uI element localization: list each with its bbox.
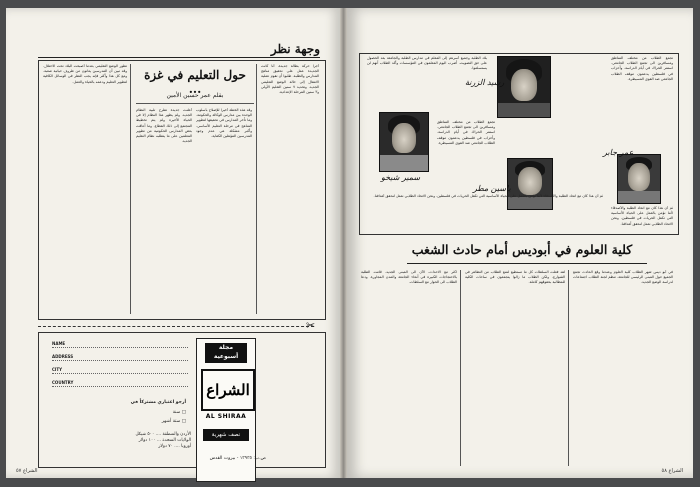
article-byline: بقلم عمر حسين الأمين bbox=[166, 92, 224, 99]
top-text-column-2: بلاد الطلبة وجميع أسرهم إلى المعلم في مدارس الطلبة والجامعة بعد الحصول على حق التصويت. أضرب اليوم المعلمون في المؤسسات وأكد الطلاب أنهم لن يستسلموا. bbox=[367, 56, 487, 71]
article-headline: حول التعليم في غزة ... bbox=[144, 68, 246, 96]
portrait-photo-2 bbox=[379, 112, 429, 172]
address-field[interactable] bbox=[52, 360, 188, 361]
article-column-1: أجرا حركة بطالة جديدة، أنا كانت الجديدة عمل على تحقيق مناهج المدارس والطلبة. طلبوا أن تقوم عملية الانتقال إلى حالة الوضع التعليمي الجديد. وتحديد ٧ سنين التعليم الأولي و٣ سنين المرحلة الإعدادية. bbox=[261, 64, 319, 95]
cut-line bbox=[38, 326, 314, 327]
price-line: الولايات المتحدة ... ١٠٠ دولار bbox=[138, 438, 191, 443]
logo-tag: نصف شهرية bbox=[203, 429, 249, 441]
caption-photo-1: رشيد الزرنة bbox=[465, 78, 505, 87]
article-column-4: تطور الوضع التعليمي بعدما أصبحت البلاد تحت الاحتلال. وقد تبين أن المدرسين يعانون من ظروف حياتية صعبة. ومع كل هذا وأكثر فإنه يجب النظر في الوسائل الكافية لتطوير التعليم ودعمه بالحياة والعمل. bbox=[43, 64, 127, 84]
top-text-column-1: تجمع الطلاب من مختلف المناطق ومسافرين الى تجمع الطلاب الجامعي. استمر الحراك في أيام الدراسة. وأحزاب في فلسطين يدعمون موقف الطلاب الجامعي ضد القوى المسيطرة. bbox=[611, 56, 673, 81]
top-text-column-1b: ثم أن هذا كان مع اتحاد الطلبة والأصدقاء لأننا نؤمن بالعمل على الحياة الأساسية التي تكفل الحريات في فلسطين. ونحن الاتحاد الطلابي نعمل لنحقق أهدافنا. bbox=[611, 206, 673, 226]
section-header bbox=[38, 42, 320, 58]
form-label-country: COUNTRY bbox=[52, 380, 74, 385]
bottom-text-column-3: اكثر مع الاحداث، الآن الى المبنى الجديد. قامت الطلبة بالاحتجاجات الكبيرة في أنحاء الجامعة والمدن المجاورة. ودعا الطلاب الى الحوار مع السلطات. bbox=[361, 270, 457, 285]
headline-rule bbox=[407, 263, 647, 264]
right-page bbox=[347, 8, 693, 478]
address-label: ص.ب: ١٣٩٣٥ - بيروت القدس bbox=[209, 456, 266, 461]
book-gutter bbox=[340, 8, 347, 478]
country-field[interactable] bbox=[52, 386, 188, 387]
options-title: أرجو اعتباري مشتركاً في bbox=[130, 400, 186, 405]
caption-photo-3: عمر جابر bbox=[603, 148, 634, 157]
name-field[interactable] bbox=[52, 347, 188, 348]
article-column-2: وقد هذه الخطة أخيرا للإصلاح بأسلوب الوحدة بين مدارس الوكالة والحكومة. وما تأخر المدارس في تحقيقها لتطوير المناهج في مرحلة التعليم الأساسي. وأكبر مشكلة هي عدم وجود المدرسين المؤهلين الكفاية. bbox=[196, 108, 252, 139]
page-number: الشراع ٥٧ bbox=[16, 468, 38, 474]
bottom-text-column-2: لقد فعلت السلطات كل ما تستطيع لمنع الطلاب من التظاهر في الشوارع. ولكن الطلاب ما زالوا يتجمعون في ساحات الكلية للمطالبة بحقوقهم كاملة. bbox=[465, 270, 565, 285]
option-six-months[interactable]: □ ستة أشهر bbox=[161, 419, 186, 424]
caption-photo-4: ياسين مطر bbox=[473, 184, 511, 193]
price-line: الأردن والمنطقة .... ٥٠٠ شيكل bbox=[135, 432, 191, 437]
article-column-3: أعلنت جديدة تطرح تلبية النظام الجديد. ولم يظهر هذا النظام إلا في الحياة الأخيرة ولم يتم تخطيط المجتمع إلى ذلك القطاع. وما أعاقت بعض المدارس الحكومية من تطوير المعلمين على ما يتطلبه نظام التعليم الجديد. bbox=[136, 108, 192, 144]
column-rule bbox=[568, 270, 569, 466]
left-page bbox=[6, 8, 340, 478]
section-label: وجهة نظر bbox=[270, 42, 320, 56]
form-label-address: ADDRESS bbox=[52, 354, 74, 359]
logo-title-en: AL SHIRAA bbox=[205, 413, 247, 420]
checkbox-icon: □ bbox=[180, 419, 186, 424]
form-label-city: CITY bbox=[52, 367, 63, 372]
form-label-name: NAME bbox=[52, 341, 66, 346]
page-number: الشراع ٥٨ bbox=[661, 468, 683, 474]
top-text-column-3: تجمع الطلاب من مختلف المناطق ومسافرين الى تجمع الطلاب الجامعي. استمر الحراك في أيام الدراسة. وأحزاب في فلسطين يدعمون موقف الطلاب الجامعي ضد القوى المسيطرة. bbox=[437, 120, 495, 145]
price-list bbox=[46, 432, 191, 450]
option-year[interactable]: □ سنة bbox=[172, 410, 186, 415]
logo-top-banner: مجلة أسبوعية bbox=[205, 343, 247, 363]
bottom-text-column-1: في أبو ديس شهر الطلاب كلية العلوم وعندما وقع الحادث تجمع الجميع حول المبنى الرئيسي للجامعة. تنظم لجنة الطلاب اجتماعات لدراسة الوضع الجديد. bbox=[573, 270, 673, 285]
headline-rule bbox=[136, 103, 254, 104]
logo-title: الشراع bbox=[201, 369, 255, 411]
top-text-column-4: ثم أن هذا كان مع اتحاد الطلبة والأصدقاء لأننا نؤمن بالعمل على الحياة الأساسية التي تكفل الحريات في فلسطين. ونحن الاتحاد الطلابي نعمل لنحقق أهدافنا. bbox=[373, 194, 603, 198]
city-field[interactable] bbox=[52, 373, 188, 374]
checkbox-icon: □ bbox=[180, 410, 186, 415]
column-rule bbox=[130, 64, 131, 314]
caption-photo-2: سمير شيخو bbox=[381, 173, 421, 182]
portrait-photo-3 bbox=[617, 154, 661, 204]
main-headline: كلية العلوم في أبوديس أمام حادث الشغب bbox=[411, 242, 633, 257]
column-rule bbox=[460, 270, 461, 466]
scissors-icon: ✂ bbox=[306, 319, 316, 332]
price-line: أوروبا .... ٧٠ دولار bbox=[158, 444, 191, 449]
column-rule bbox=[256, 64, 257, 314]
portrait-photo-1 bbox=[497, 56, 551, 118]
